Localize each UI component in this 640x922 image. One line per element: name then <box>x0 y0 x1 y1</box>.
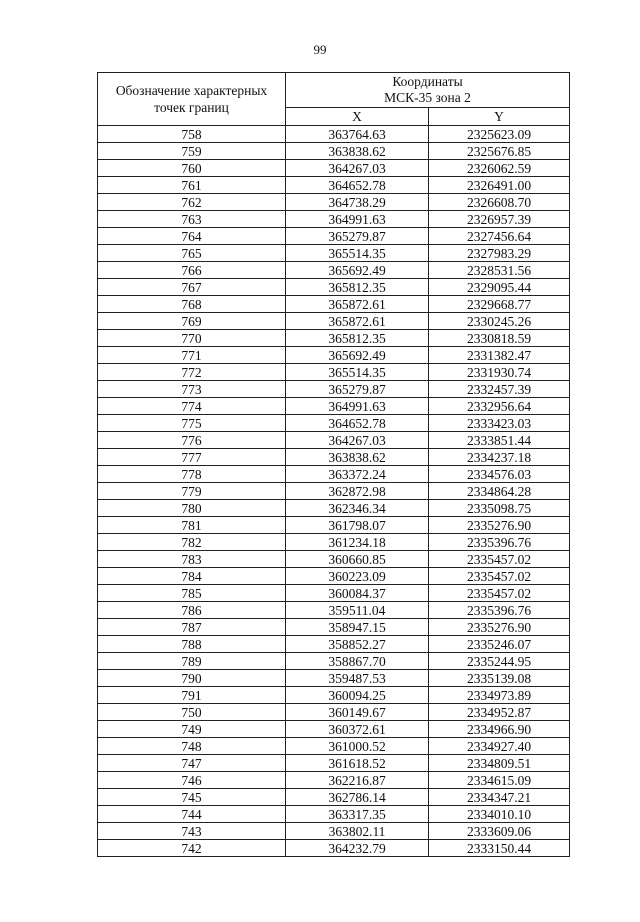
y-coordinate-cell: 2328531.56 <box>429 262 570 279</box>
table-row <box>98 228 570 245</box>
table-row <box>98 806 570 823</box>
y-coordinate-cell: 2331930.74 <box>429 364 570 381</box>
point-cell: 775 <box>98 415 286 432</box>
x-coordinate-cell: 364267.03 <box>286 160 429 177</box>
point-cell: 766 <box>98 262 286 279</box>
table-row <box>98 687 570 704</box>
y-coordinate-cell: 2335396.76 <box>429 534 570 551</box>
x-coordinate-cell: 362216.87 <box>286 772 429 789</box>
table-row <box>98 670 570 687</box>
x-coordinate-cell: 361000.52 <box>286 738 429 755</box>
y-coordinate-cell: 2332457.39 <box>429 381 570 398</box>
table-row <box>98 262 570 279</box>
y-coordinate-cell: 2326491.00 <box>429 177 570 194</box>
point-cell: 774 <box>98 398 286 415</box>
x-coordinate-cell: 364738.29 <box>286 194 429 211</box>
y-coordinate-cell: 2335457.02 <box>429 568 570 585</box>
table-row <box>98 330 570 347</box>
x-coordinate-cell: 365872.61 <box>286 296 429 313</box>
table-row <box>98 245 570 262</box>
y-coordinate-cell: 2325623.09 <box>429 126 570 143</box>
x-coordinate-cell: 362786.14 <box>286 789 429 806</box>
table-row <box>98 364 570 381</box>
table-row <box>98 500 570 517</box>
y-coordinate-cell: 2327456.64 <box>429 228 570 245</box>
x-column-header: X <box>286 108 429 126</box>
table-row <box>98 398 570 415</box>
table-row <box>98 177 570 194</box>
y-coordinate-cell: 2334615.09 <box>429 772 570 789</box>
table-row <box>98 211 570 228</box>
x-coordinate-cell: 360223.09 <box>286 568 429 585</box>
y-coordinate-cell: 2333851.44 <box>429 432 570 449</box>
x-coordinate-cell: 360149.67 <box>286 704 429 721</box>
table-row <box>98 483 570 500</box>
x-coordinate-cell: 363838.62 <box>286 143 429 160</box>
table-row <box>98 585 570 602</box>
table-row <box>98 160 570 177</box>
table-row <box>98 551 570 568</box>
table-row <box>98 755 570 772</box>
x-coordinate-cell: 361234.18 <box>286 534 429 551</box>
y-coordinate-cell: 2334809.51 <box>429 755 570 772</box>
table-row <box>98 789 570 806</box>
y-coordinate-cell: 2326957.39 <box>429 211 570 228</box>
y-coordinate-cell: 2330818.59 <box>429 330 570 347</box>
point-cell: 787 <box>98 619 286 636</box>
x-coordinate-cell: 364991.63 <box>286 211 429 228</box>
y-coordinate-cell: 2330245.26 <box>429 313 570 330</box>
y-coordinate-cell: 2329095.44 <box>429 279 570 296</box>
point-column-header-line1: Обозначение характерных <box>115 83 268 98</box>
y-coordinate-cell: 2331382.47 <box>429 347 570 364</box>
point-cell: 776 <box>98 432 286 449</box>
table-row <box>98 347 570 364</box>
point-cell: 746 <box>98 772 286 789</box>
table-row <box>98 721 570 738</box>
y-coordinate-cell: 2335246.07 <box>429 636 570 653</box>
point-cell: 747 <box>98 755 286 772</box>
y-coordinate-cell: 2332956.64 <box>429 398 570 415</box>
x-coordinate-cell: 365279.87 <box>286 228 429 245</box>
point-cell: 771 <box>98 347 286 364</box>
table-row <box>98 313 570 330</box>
point-cell: 758 <box>98 126 286 143</box>
y-coordinate-cell: 2334864.28 <box>429 483 570 500</box>
point-cell: 788 <box>98 636 286 653</box>
table-row <box>98 466 570 483</box>
x-coordinate-cell: 363764.63 <box>286 126 429 143</box>
table-header-row <box>98 73 570 108</box>
table-row <box>98 534 570 551</box>
point-cell: 772 <box>98 364 286 381</box>
coordinates-table <box>97 72 570 857</box>
point-cell: 742 <box>98 840 286 857</box>
point-cell: 765 <box>98 245 286 262</box>
table-row <box>98 738 570 755</box>
y-coordinate-cell: 2335244.95 <box>429 653 570 670</box>
y-coordinate-cell: 2333609.06 <box>429 823 570 840</box>
point-cell: 759 <box>98 143 286 160</box>
point-column-header <box>98 73 286 126</box>
coordinates-header-line2: МСК-35 зона 2 <box>384 90 471 105</box>
y-column-header: Y <box>429 108 570 126</box>
table-row <box>98 772 570 789</box>
table-row <box>98 636 570 653</box>
table-row <box>98 619 570 636</box>
point-cell: 763 <box>98 211 286 228</box>
y-coordinate-cell: 2329668.77 <box>429 296 570 313</box>
table-row <box>98 432 570 449</box>
point-cell: 764 <box>98 228 286 245</box>
table-row <box>98 126 570 143</box>
point-cell: 782 <box>98 534 286 551</box>
x-coordinate-cell: 358852.27 <box>286 636 429 653</box>
table-row <box>98 143 570 160</box>
point-cell: 750 <box>98 704 286 721</box>
x-coordinate-cell: 364267.03 <box>286 432 429 449</box>
y-coordinate-cell: 2335457.02 <box>429 585 570 602</box>
x-coordinate-cell: 363372.24 <box>286 466 429 483</box>
y-coordinate-cell: 2334966.90 <box>429 721 570 738</box>
y-coordinate-cell: 2333150.44 <box>429 840 570 857</box>
x-coordinate-cell: 364991.63 <box>286 398 429 415</box>
point-cell: 773 <box>98 381 286 398</box>
table-header <box>98 73 570 126</box>
x-coordinate-cell: 365812.35 <box>286 330 429 347</box>
y-coordinate-cell: 2334952.87 <box>429 704 570 721</box>
x-coordinate-cell: 362872.98 <box>286 483 429 500</box>
x-coordinate-cell: 365812.35 <box>286 279 429 296</box>
y-coordinate-cell: 2326608.70 <box>429 194 570 211</box>
table-row <box>98 381 570 398</box>
x-coordinate-cell: 359511.04 <box>286 602 429 619</box>
x-coordinate-cell: 363317.35 <box>286 806 429 823</box>
x-coordinate-cell: 360084.37 <box>286 585 429 602</box>
x-coordinate-cell: 360372.61 <box>286 721 429 738</box>
point-cell: 780 <box>98 500 286 517</box>
point-cell: 744 <box>98 806 286 823</box>
table-row <box>98 279 570 296</box>
x-coordinate-cell: 361798.07 <box>286 517 429 534</box>
point-cell: 761 <box>98 177 286 194</box>
x-coordinate-cell: 365514.35 <box>286 364 429 381</box>
point-cell: 779 <box>98 483 286 500</box>
x-coordinate-cell: 358867.70 <box>286 653 429 670</box>
point-cell: 791 <box>98 687 286 704</box>
point-cell: 778 <box>98 466 286 483</box>
page-number: 99 <box>313 42 327 57</box>
y-coordinate-cell: 2334927.40 <box>429 738 570 755</box>
table-row <box>98 194 570 211</box>
y-coordinate-cell: 2335276.90 <box>429 517 570 534</box>
table-row <box>98 568 570 585</box>
y-coordinate-cell: 2335098.75 <box>429 500 570 517</box>
point-cell: 749 <box>98 721 286 738</box>
x-coordinate-cell: 361618.52 <box>286 755 429 772</box>
x-coordinate-cell: 360660.85 <box>286 551 429 568</box>
point-cell: 785 <box>98 585 286 602</box>
point-cell: 790 <box>98 670 286 687</box>
point-column-header-line2: точек границ <box>154 100 229 115</box>
table-row <box>98 823 570 840</box>
table-row <box>98 517 570 534</box>
point-cell: 762 <box>98 194 286 211</box>
x-coordinate-cell: 365514.35 <box>286 245 429 262</box>
point-cell: 781 <box>98 517 286 534</box>
x-coordinate-cell: 364652.78 <box>286 415 429 432</box>
y-coordinate-cell: 2334576.03 <box>429 466 570 483</box>
table-row <box>98 602 570 619</box>
point-cell: 767 <box>98 279 286 296</box>
point-cell: 770 <box>98 330 286 347</box>
x-coordinate-cell: 364652.78 <box>286 177 429 194</box>
x-coordinate-cell: 362346.34 <box>286 500 429 517</box>
point-cell: 743 <box>98 823 286 840</box>
y-coordinate-cell: 2335139.08 <box>429 670 570 687</box>
point-cell: 789 <box>98 653 286 670</box>
y-coordinate-cell: 2335276.90 <box>429 619 570 636</box>
y-coordinate-cell: 2327983.29 <box>429 245 570 262</box>
table-row <box>98 296 570 313</box>
table-row <box>98 653 570 670</box>
x-coordinate-cell: 363802.11 <box>286 823 429 840</box>
point-cell: 768 <box>98 296 286 313</box>
point-cell: 769 <box>98 313 286 330</box>
y-coordinate-cell: 2335457.02 <box>429 551 570 568</box>
y-coordinate-cell: 2326062.59 <box>429 160 570 177</box>
table-row <box>98 449 570 466</box>
point-cell: 784 <box>98 568 286 585</box>
y-coordinate-cell: 2334347.21 <box>429 789 570 806</box>
table-row <box>98 704 570 721</box>
x-coordinate-cell: 360094.25 <box>286 687 429 704</box>
point-cell: 745 <box>98 789 286 806</box>
point-cell: 748 <box>98 738 286 755</box>
x-coordinate-cell: 364232.79 <box>286 840 429 857</box>
y-coordinate-cell: 2325676.85 <box>429 143 570 160</box>
point-cell: 760 <box>98 160 286 177</box>
x-coordinate-cell: 365692.49 <box>286 262 429 279</box>
y-coordinate-cell: 2335396.76 <box>429 602 570 619</box>
table-row <box>98 415 570 432</box>
table-body <box>98 126 570 857</box>
y-coordinate-cell: 2333423.03 <box>429 415 570 432</box>
x-coordinate-cell: 365692.49 <box>286 347 429 364</box>
coordinates-header-line1: Координаты <box>392 74 463 89</box>
y-coordinate-cell: 2334237.18 <box>429 449 570 466</box>
x-coordinate-cell: 365872.61 <box>286 313 429 330</box>
y-coordinate-cell: 2334973.89 <box>429 687 570 704</box>
point-cell: 777 <box>98 449 286 466</box>
table-row <box>98 840 570 857</box>
x-coordinate-cell: 359487.53 <box>286 670 429 687</box>
coordinates-group-header <box>286 73 570 108</box>
point-cell: 786 <box>98 602 286 619</box>
point-cell: 783 <box>98 551 286 568</box>
y-coordinate-cell: 2334010.10 <box>429 806 570 823</box>
x-coordinate-cell: 358947.15 <box>286 619 429 636</box>
x-coordinate-cell: 365279.87 <box>286 381 429 398</box>
x-coordinate-cell: 363838.62 <box>286 449 429 466</box>
